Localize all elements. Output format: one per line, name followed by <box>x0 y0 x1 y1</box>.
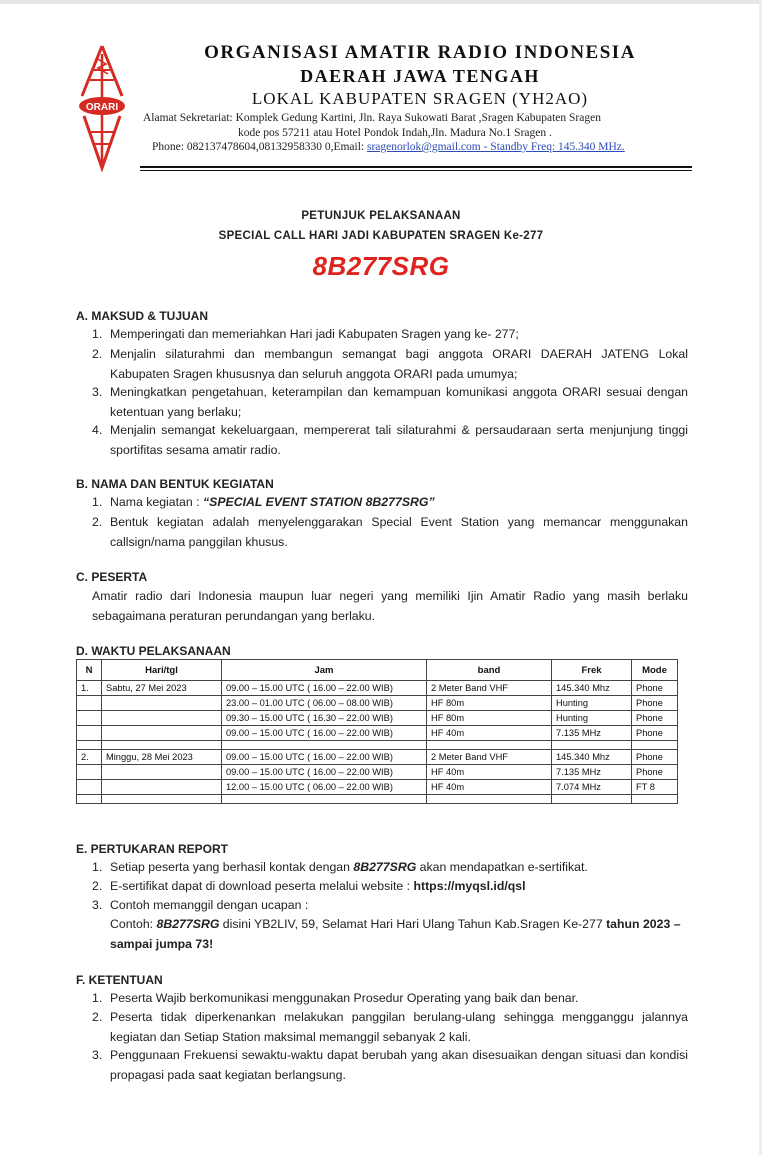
table-cell: Phone <box>632 750 678 765</box>
table-cell <box>77 696 102 711</box>
callsign-inline: 8B277SRG <box>156 917 220 931</box>
col-header: Hari/tgl <box>102 660 222 681</box>
text-part-bold: tahun 2023 – sampai jumpa 73! <box>110 917 681 951</box>
table-cell <box>102 711 222 726</box>
table-cell: Hunting <box>552 696 632 711</box>
item-number: 2. <box>92 347 103 361</box>
table-cell: 2. <box>77 750 102 765</box>
col-header: Frek <box>552 660 632 681</box>
section-f-heading: F. KETENTUAN <box>76 973 163 987</box>
example-text <box>110 915 688 954</box>
list-item <box>92 1046 688 1085</box>
callsign-inline: 8B277SRG <box>353 860 417 874</box>
org-region: DAERAH JAWA TENGAH <box>300 66 540 86</box>
table-cell: 7.074 MHz <box>552 780 632 795</box>
certificate-url-link[interactable]: https://myqsl.id/qsl <box>413 879 526 893</box>
item-number: 2. <box>92 1010 103 1024</box>
list-item <box>92 345 688 384</box>
list-item <box>92 513 688 552</box>
table-cell <box>77 780 102 795</box>
item-text: Menjalin semangat kekeluargaan, mempererat tali silaturahmi & persaudaraan serta menjunjung tinggi sportifitas sesama amatir radio. <box>110 423 688 457</box>
section-d-heading: D. WAKTU PELAKSANAAN <box>76 644 231 658</box>
table-row <box>77 741 678 750</box>
item-number: 3. <box>92 898 103 912</box>
table-row <box>77 696 678 711</box>
activity-name-value: “SPECIAL EVENT STATION 8B277SRG” <box>202 495 435 509</box>
item-text: Peserta tidak diperkenankan melakukan panggilan berulang-ulang sehingga mengganggu jalannya kegiatan dan Setiap Station maksimal memanggil sebanyak 2 kali. <box>110 1010 688 1044</box>
table-cell: 09.00 – 15.00 UTC ( 16.00 – 22.00 WIB) <box>222 750 427 765</box>
item-text: Memperingati dan memeriahkan Hari jadi Kabupaten Sragen yang ke- 277; <box>110 327 519 341</box>
table-cell <box>222 741 427 750</box>
schedule-body <box>77 681 678 804</box>
list-item <box>92 858 688 878</box>
text-part: E-sertifikat dapat di download peserta melalui website : <box>110 879 414 893</box>
table-row <box>77 765 678 780</box>
table-cell <box>77 711 102 726</box>
table-cell: 12.00 – 15.00 UTC ( 06.00 – 22.00 WIB) <box>222 780 427 795</box>
address-line-2: kode pos 57211 atau Hotel Pondok Indah,Jln. Madura No.1 Sragen . <box>238 127 552 139</box>
page-edge-top <box>0 0 762 4</box>
table-cell: 2 Meter Band VHF <box>427 681 552 696</box>
table-cell: 2 Meter Band VHF <box>427 750 552 765</box>
table-row <box>77 681 678 696</box>
org-local: LOKAL KABUPATEN SRAGEN (YH2AO) <box>251 89 589 108</box>
text-part: akan mendapatkan e-sertifikat. <box>416 860 588 874</box>
table-cell <box>552 741 632 750</box>
table-row <box>77 711 678 726</box>
list-item <box>92 493 688 513</box>
list-item <box>92 877 688 897</box>
item-number: 4. <box>92 423 103 437</box>
participants-text: Amatir radio dari Indonesia maupun luar negeri yang memiliki Ijin Amatir Radio yang masih berlaku sebagaimana peraturan perundangan yang berlaku. <box>92 589 688 623</box>
table-cell: Phone <box>632 681 678 696</box>
text-part: Contoh: <box>110 917 157 931</box>
table-cell: Phone <box>632 696 678 711</box>
doc-title: PETUNJUK PELAKSANAAN <box>301 210 461 222</box>
list-item <box>92 989 688 1009</box>
table-cell: 09.30 – 15.00 UTC ( 16.30 – 22.00 WIB) <box>222 711 427 726</box>
org-name: ORGANISASI AMATIR RADIO INDONESIA <box>204 42 636 63</box>
section-c-heading: C. PESERTA <box>76 570 148 584</box>
activity-name-label: Nama kegiatan : <box>110 495 203 509</box>
header-rule-thick <box>140 166 692 168</box>
table-cell: 7.135 MHz <box>552 765 632 780</box>
table-cell: HF 80m <box>427 696 552 711</box>
table-cell <box>427 795 552 804</box>
item-text <box>110 493 688 513</box>
header-rule-thin <box>140 170 692 171</box>
list-item <box>92 896 688 916</box>
section-b-heading: B. NAMA DAN BENTUK KEGIATAN <box>76 477 274 491</box>
table-cell <box>102 726 222 741</box>
text-part: Setiap peserta yang berhasil kontak dengan <box>110 860 354 874</box>
table-cell <box>632 741 678 750</box>
col-header: Mode <box>632 660 678 681</box>
address-line-1: Alamat Sekretariat: Komplek Gedung Kartini, Jln. Raya Sukowati Barat ,Sragen Kabupaten Sragen <box>143 112 601 124</box>
section-e-heading: E. PERTUKARAN REPORT <box>76 842 229 856</box>
item-text: Peserta Wajib berkomunikasi menggunakan Prosedur Operating yang baik dan benar. <box>110 991 579 1005</box>
table-cell <box>102 795 222 804</box>
table-cell <box>77 726 102 741</box>
table-cell <box>632 795 678 804</box>
table-cell: 7.135 MHz <box>552 726 632 741</box>
item-number: 1. <box>92 860 103 874</box>
list-item <box>92 383 688 422</box>
doc-subtitle: SPECIAL CALL HARI JADI KABUPATEN SRAGEN Ke-277 <box>218 230 544 242</box>
item-number: 3. <box>92 1048 103 1062</box>
col-header: Jam <box>222 660 427 681</box>
item-number: 3. <box>92 385 103 399</box>
item-number: 2. <box>92 515 103 529</box>
table-cell <box>222 795 427 804</box>
table-cell: HF 80m <box>427 711 552 726</box>
item-text <box>110 858 688 878</box>
list-item <box>92 421 688 460</box>
table-cell <box>77 795 102 804</box>
table-cell: Phone <box>632 711 678 726</box>
item-text: Menjalin silaturahmi dan membangun semangat bagi anggota ORARI DAERAH JATENG Lokal Kabupaten Sragen khususnya dan seluruh anggota ORARI pada umumya; <box>110 347 688 381</box>
table-cell: Phone <box>632 726 678 741</box>
item-number: 1. <box>92 327 103 341</box>
table-cell <box>77 765 102 780</box>
schedule-table <box>76 659 678 804</box>
table-cell <box>427 741 552 750</box>
table-cell: HF 40m <box>427 765 552 780</box>
item-text: Penggunaan Frekuensi sewaktu-waktu dapat berubah yang akan disesuaikan dengan situasi dan kondisi propagasi pada saat kegiatan berlangsung. <box>110 1048 688 1082</box>
table-cell: 09.00 – 15.00 UTC ( 16.00 – 22.00 WIB) <box>222 681 427 696</box>
item-text: Bentuk kegiatan adalah menyelenggarakan Special Event Station yang memancar menggunakan callsign/nama panggilan khusus. <box>110 515 688 549</box>
orari-logo-icon <box>76 44 128 172</box>
table-row <box>77 750 678 765</box>
list-item <box>92 1008 688 1047</box>
section-a-heading: A. MAKSUD & TUJUAN <box>76 309 208 323</box>
table-cell: 145.340 Mhz <box>552 681 632 696</box>
item-number: 1. <box>92 495 103 509</box>
table-cell: FT 8 <box>632 780 678 795</box>
logo-text: ORARI <box>85 102 119 113</box>
table-cell: Phone <box>632 765 678 780</box>
table-row <box>77 795 678 804</box>
item-text: Meningkatkan pengetahuan, keterampilan dan kemampuan komunikasi anggota ORARI sesuai dengan ketentuan yang berlaku; <box>110 385 688 419</box>
table-cell: HF 40m <box>427 780 552 795</box>
item-text <box>110 877 688 897</box>
table-cell <box>102 696 222 711</box>
table-cell <box>102 765 222 780</box>
contact-line <box>152 141 625 153</box>
table-cell: Hunting <box>552 711 632 726</box>
table-cell: Sabtu, 27 Mei 2023 <box>102 681 222 696</box>
col-header: band <box>427 660 552 681</box>
table-cell <box>552 795 632 804</box>
table-row <box>77 726 678 741</box>
email-link[interactable]: sragenorlok@gmail.com - Standby Freq: 145.340 MHz. <box>366 141 625 153</box>
item-text: Contoh memanggil dengan ucapan : <box>110 898 309 912</box>
item-number: 1. <box>92 991 103 1005</box>
col-header: N <box>77 660 102 681</box>
table-cell: 09.00 – 15.00 UTC ( 16.00 – 22.00 WIB) <box>222 765 427 780</box>
table-cell <box>102 741 222 750</box>
list-item <box>92 325 688 345</box>
callsign-title: 8B277SRG <box>312 251 450 281</box>
item-number: 2. <box>92 879 103 893</box>
text-part: disini YB2LIV, 59, Selamat Hari Hari Ulang Tahun Kab.Sragen Ke-277 <box>219 917 607 931</box>
table-cell <box>102 780 222 795</box>
table-header-row <box>77 660 678 681</box>
phone-text: Phone: 082137478604,08132958330 0,Email: <box>152 141 367 153</box>
table-cell: 23.00 – 01.00 UTC ( 06.00 – 08.00 WIB) <box>222 696 427 711</box>
table-cell: 1. <box>77 681 102 696</box>
table-cell: HF 40m <box>427 726 552 741</box>
table-cell: Minggu, 28 Mei 2023 <box>102 750 222 765</box>
table-cell <box>77 741 102 750</box>
table-cell: 09.00 – 15.00 UTC ( 16.00 – 22.00 WIB) <box>222 726 427 741</box>
table-cell: 145.340 Mhz <box>552 750 632 765</box>
table-row <box>77 780 678 795</box>
